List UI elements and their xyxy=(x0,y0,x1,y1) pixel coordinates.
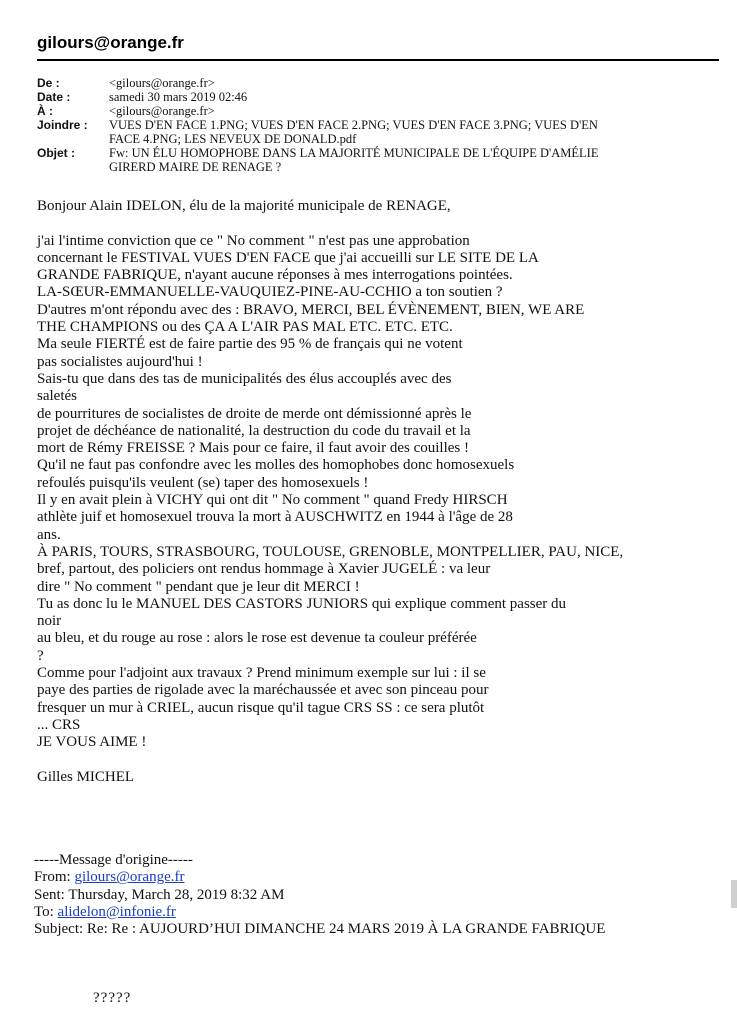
handwritten-question-marks: ????? xyxy=(93,990,132,1006)
original-to-email-link[interactable]: alidelon@infonie.fr xyxy=(57,903,176,920)
scan-edge-mark xyxy=(731,880,737,908)
attachments-label: Joindre : xyxy=(37,118,88,132)
body-line: projet de déchéance de nationalité, la destruction du code du travail et la xyxy=(37,422,471,439)
account-address: gilours@orange.fr xyxy=(37,33,184,52)
body-line: ... CRS xyxy=(37,716,81,733)
body-line: THE CHAMPIONS ou des ÇA A L'AIR PAS MAL ETC. ETC. ETC. xyxy=(37,319,453,336)
original-message xyxy=(34,852,605,938)
original-from-label: From: xyxy=(34,869,75,886)
to-value: <gilours@orange.fr> xyxy=(109,104,215,118)
subject-line-1: Fw: UN ÉLU HOMOPHOBE DANS LA MAJORITÉ MUNICIPALE DE L'ÉQUIPE D'AMÉLIE xyxy=(109,146,599,160)
body-line: dire " No comment " pendant que je leur dit MERCI ! xyxy=(37,578,360,595)
body-line: Tu as donc lu le MANUEL DES CASTORS JUNIORS qui explique comment passer du xyxy=(37,595,567,612)
body-line: Il y en avait plein à VICHY qui ont dit " No comment " quand Fredy HIRSCH xyxy=(37,492,508,509)
attachments-line-1: VUES D'EN FACE 1.PNG; VUES D'EN FACE 2.PNG; VUES D'EN FACE 3.PNG; VUES D'EN xyxy=(109,118,598,132)
body-line: paye des parties de rigolade avec la maréchaussée et avec son pinceau pour xyxy=(37,682,489,699)
original-from xyxy=(34,869,605,886)
message-header xyxy=(37,76,727,174)
to-label: À : xyxy=(37,104,53,118)
original-subject: Subject: Re: Re : AUJOURD’HUI DIMANCHE 24 MARS 2019 À LA GRANDE FABRIQUE xyxy=(34,921,606,938)
subject-value xyxy=(104,146,727,174)
attachments-value xyxy=(104,118,727,146)
body-line: bref, partout, des policiers ont rendus hommage à Xavier JUGELÉ : va leur xyxy=(37,561,491,578)
original-separator: -----Message d'origine----- xyxy=(34,852,193,868)
body-line: athlète juif et homosexuel trouva la mort à AUSCHWITZ en 1944 à l'âge de 28 xyxy=(37,509,513,526)
header-divider xyxy=(37,59,719,61)
body-line: Qu'il ne faut pas confondre avec les molles des homophobes donc homosexuels xyxy=(37,457,515,474)
original-to-label: To: xyxy=(34,903,58,920)
attachments-line-2: FACE 4.PNG; LES NEVEUX DE DONALD.pdf xyxy=(109,132,357,146)
body-line: À PARIS, TOURS, STRASBOURG, TOULOUSE, GRENOBLE, MONTPELLIER, PAU, NICE, xyxy=(37,543,624,560)
body-line: GRANDE FABRIQUE, n'ayant aucune réponses à mes interrogations pointées. xyxy=(37,267,513,284)
body-line: de pourritures de socialistes de droite de merde ont démissionné après le xyxy=(37,405,472,422)
date-value: samedi 30 mars 2019 02:46 xyxy=(109,90,248,104)
body-line: Sais-tu que dans des tas de municipalités des élus accouplés avec des xyxy=(37,370,452,387)
body-line: Comme pour l'adjoint aux travaux ? Prend minimum exemple sur lui : il se xyxy=(37,665,486,682)
body-line: pas socialistes aujourd'hui ! xyxy=(37,353,203,370)
body-line: j'ai l'intime conviction que ce " No comment " n'est pas une approbation xyxy=(37,232,470,249)
to-row xyxy=(37,104,727,118)
subject-line-2: GIRERD MAIRE DE RENAGE ? xyxy=(109,160,282,174)
original-from-email-link[interactable]: gilours@orange.fr xyxy=(74,869,185,886)
body-line: refoulés puisqu'ils veulent (se) taper des homosexuels ! xyxy=(37,474,369,491)
date-label: Date : xyxy=(37,90,71,104)
date-row xyxy=(37,90,727,104)
original-sent: Sent: Thursday, March 28, 2019 8:32 AM xyxy=(34,886,285,903)
subject-label: Objet : xyxy=(37,146,75,160)
body-line: LA-SŒUR-EMMANUELLE-VAUQUIEZ-PINE-AU-CCHIO a ton soutien ? xyxy=(37,284,503,301)
original-to xyxy=(34,904,605,921)
body-line: Bonjour Alain IDELON, élu de la majorité municipale de RENAGE, xyxy=(37,198,451,214)
body-line xyxy=(37,752,697,769)
body-line: Gilles MICHEL xyxy=(37,768,135,785)
body-line: mort de Rémy FREISSE ? Mais pour ce faire, il faut avoir des couilles ! xyxy=(37,440,469,457)
body-line: saletés xyxy=(37,388,77,405)
from-label: De : xyxy=(37,76,60,90)
attachments-row xyxy=(37,118,727,146)
body-line: noir xyxy=(37,613,62,630)
body-line: Ma seule FIERTÉ est de faire partie des 95 % de français qui ne votent xyxy=(37,336,463,353)
subject-row xyxy=(37,146,727,174)
body-line: fresquer un mur à CRIEL, aucun risque qu'il tague CRS SS : ce sera plutôt xyxy=(37,699,485,716)
body-line: ans. xyxy=(37,526,61,543)
from-value: <gilours@orange.fr> xyxy=(109,76,215,90)
body-line: D'autres m'ont répondu avec des : BRAVO, MERCI, BEL ÉVÈNEMENT, BIEN, WE ARE xyxy=(37,301,585,318)
body-line: au bleu, et du rouge au rose : alors le rose est devenue ta couleur préférée xyxy=(37,630,477,647)
from-row xyxy=(37,76,727,90)
message-body xyxy=(37,198,697,786)
body-line: ? xyxy=(37,647,44,664)
body-line: JE VOUS AIME ! xyxy=(37,734,147,751)
body-line xyxy=(37,215,697,232)
body-line: concernant le FESTIVAL VUES D'EN FACE que j'ai accueilli sur LE SITE DE LA xyxy=(37,249,539,266)
